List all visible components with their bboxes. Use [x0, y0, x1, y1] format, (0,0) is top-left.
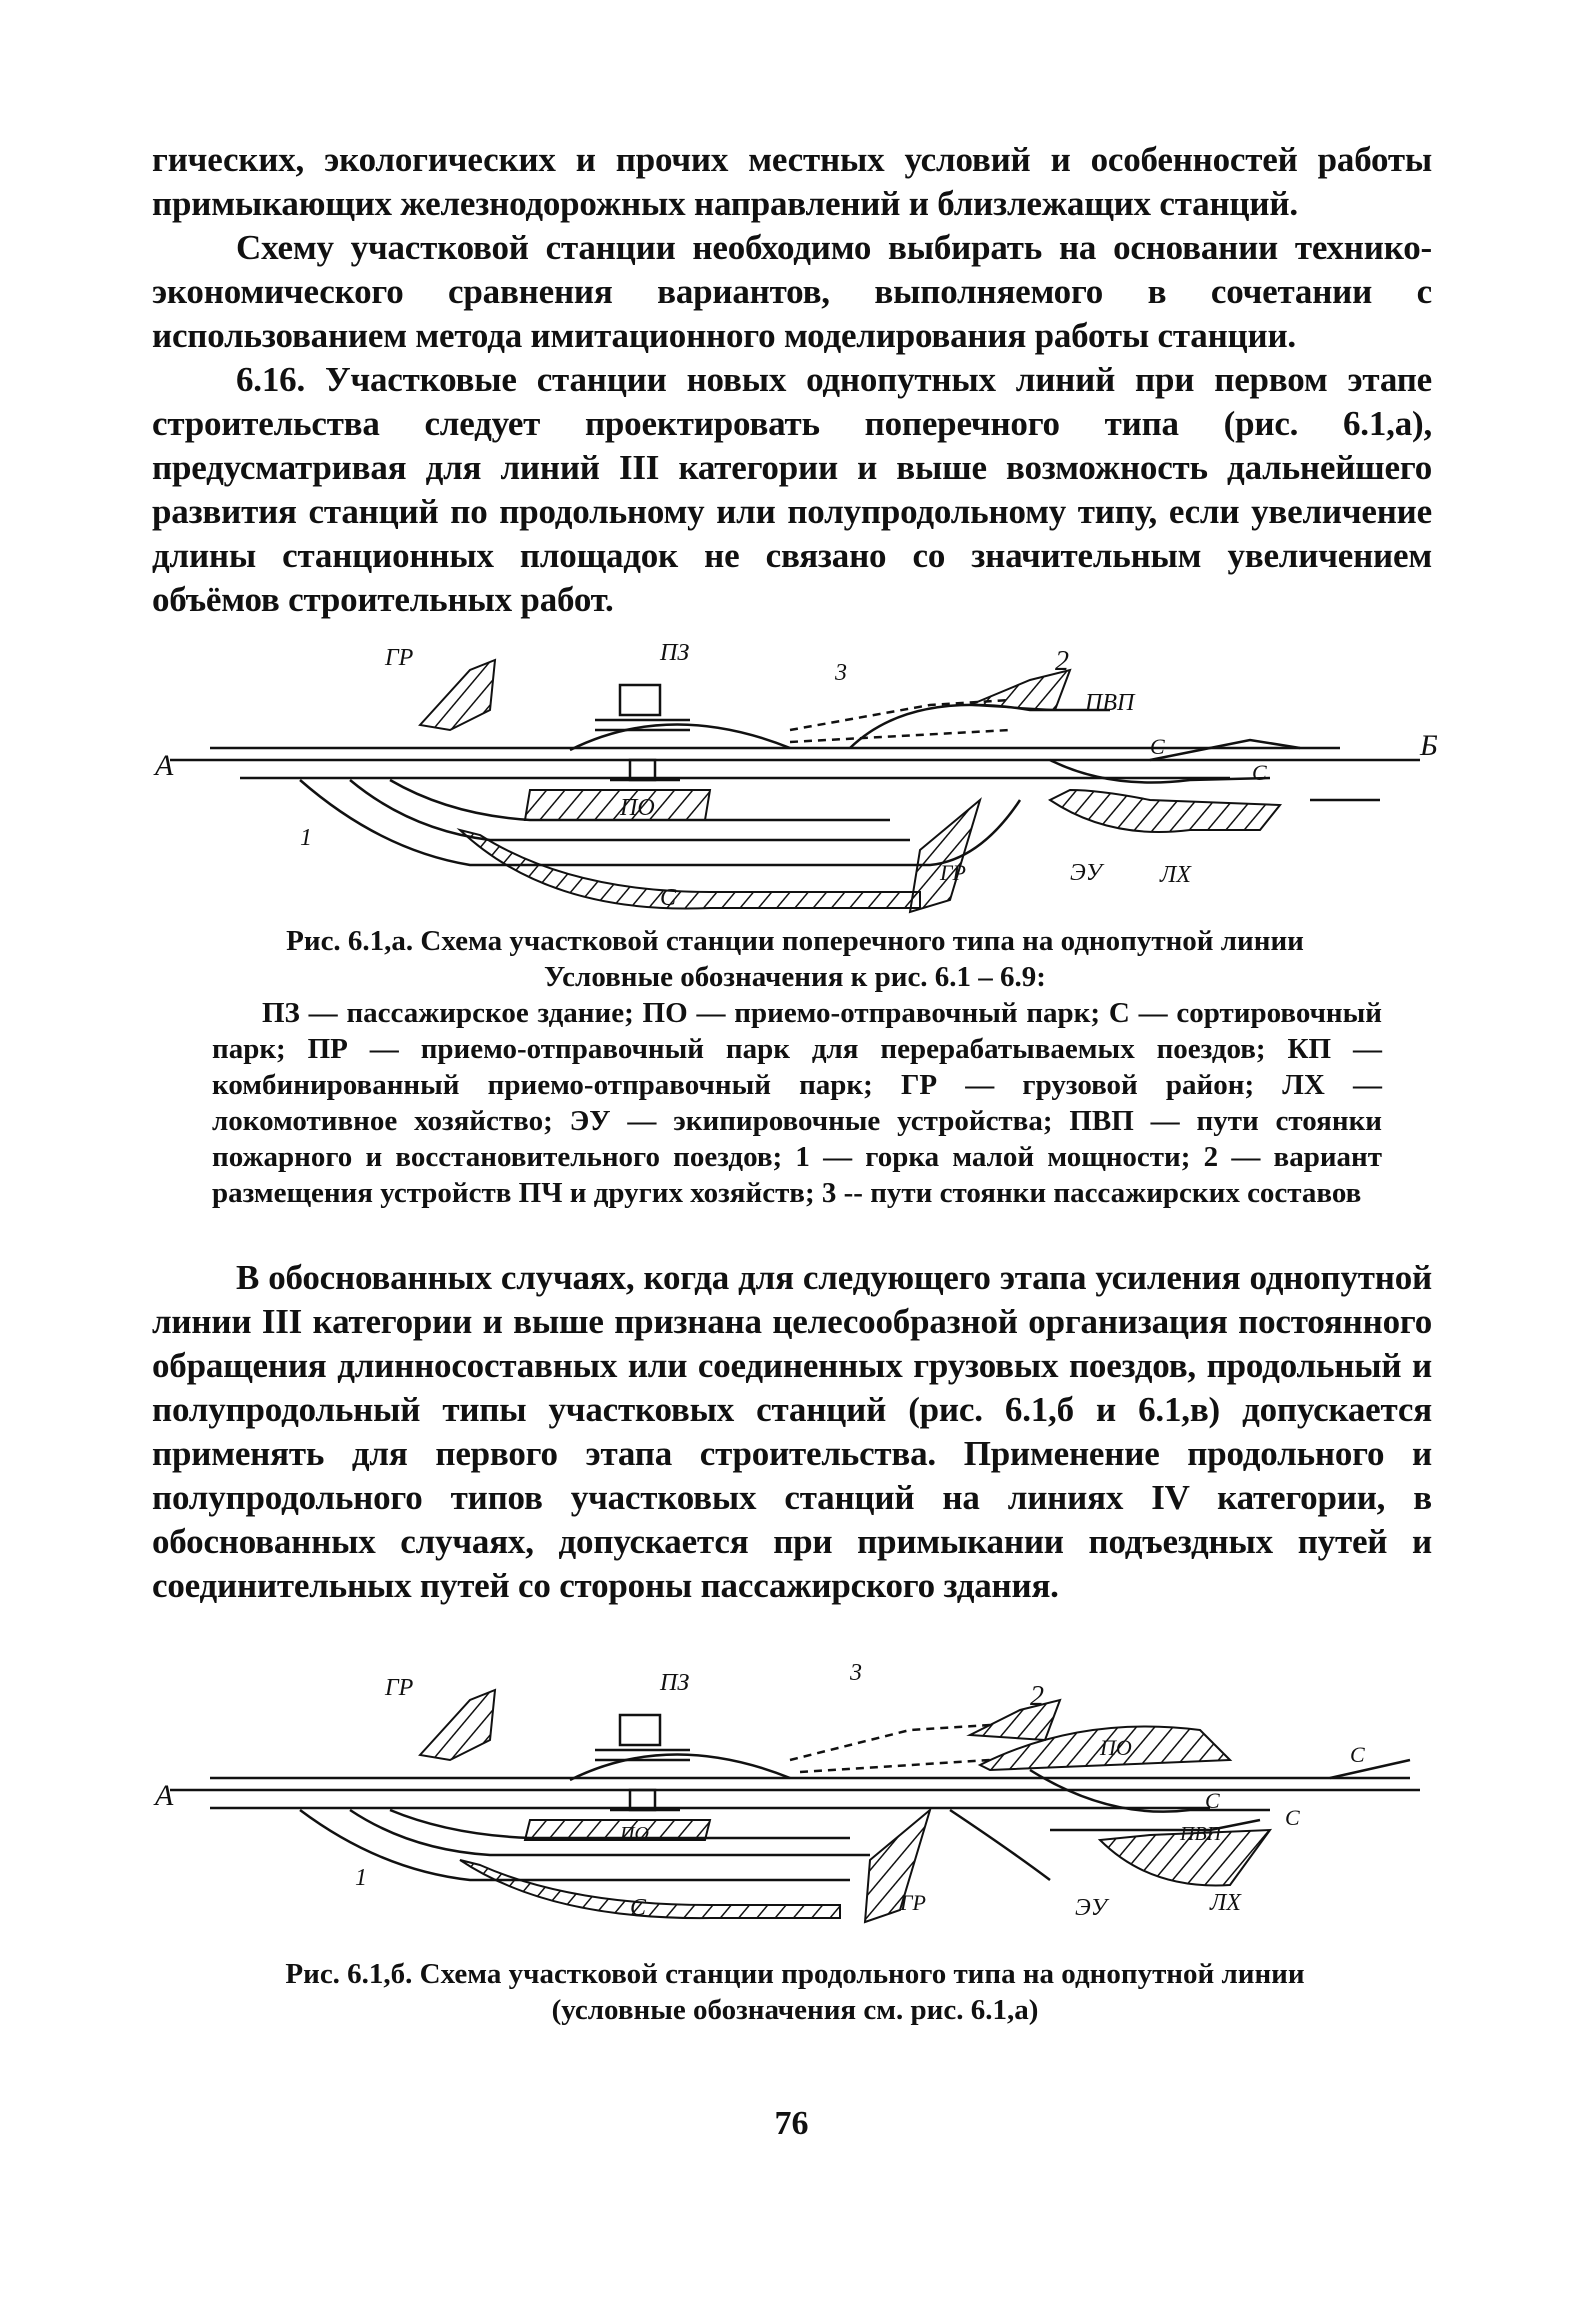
paragraph-1: гических, экологических и прочих местных условий и особенностей работы примыкающих железнодорожных направлений и близлежащих станций.: [152, 140, 1432, 223]
figure-b-station-diagram: [150, 1660, 1450, 1925]
label-1: 1: [355, 1865, 367, 1891]
label-pz: ПЗ: [660, 640, 690, 666]
label-c2: С: [1205, 1788, 1220, 1813]
paragraph-3: 6.16. Участковые станции новых однопутных линий при первом этапе строительства следует проектировать поперечного типа (рис. 6.1,а), предусматривая для линий III категории и выше возможность дальнейшего развития станций по продольному или полупродольному типу, если увеличение длины станционных площадок не связано со значительным увеличением объёмов строительных работ.: [152, 360, 1432, 619]
paragraph-4: В обоснованных случаях, когда для следующего этапа усиления однопутной линии III категории и выше признана целесообразной организация постоянного обращения длинносоставных или соединенных грузовых поездов, продольный и полупродольный типы участковых станций (рис. 6.1,б и 6.1,в) допускается применять для первого этапа строительства. Применение продольного и полупродольного типов участковых станций на линиях IV категории, в обоснованных случаях, допускается при примыкании подъездных путей и соединительных путей со стороны пассажирского здания.: [152, 1258, 1432, 1605]
label-lh: ЛХ: [1210, 1890, 1241, 1916]
figure-a-caption-sub: Условные обозначения к рис. 6.1 – 6.9:: [544, 961, 1046, 993]
label-lh: ЛХ: [1160, 862, 1191, 888]
label-c1: С: [1350, 1742, 1365, 1767]
label-c-end1: С: [1150, 734, 1165, 759]
label-c-park: С: [630, 1895, 647, 1921]
label-pvp: ПВП: [1085, 690, 1135, 716]
label-gr-bottom: ГР: [900, 1890, 926, 1915]
figure-a-legend: ПЗ — пассажирское здание; ПО — приемо-отправочный парк; С — сортировочный парк; ПР — приемо-отправочный парк для перерабатываемых поездов; КП — комбинированный приемо-отправочный парк; ГР — грузовой район; ЛХ — локомотивное хозяйство; ЭУ — экипировочные устройства; ПВП — пути стоянки пожарного и восстановительного поездов; 1 — горка малой мощности; 2 — вариант размещения устройств ПЧ и других хозяйств; 3 -- пути стоянки пассажирских составов: [212, 997, 1382, 1209]
label-3: 3: [835, 660, 847, 686]
figure-a-station-diagram: [150, 630, 1450, 915]
label-po: ПО: [620, 795, 655, 821]
label-a: А: [155, 1779, 174, 1812]
label-a: А: [155, 749, 174, 782]
figure-b-caption: Рис. 6.1,б. Схема участковой станции продольного типа на однопутной линии: [285, 1958, 1305, 1990]
label-c-end2: С: [1252, 760, 1267, 785]
label-c3: С: [1285, 1805, 1300, 1830]
label-po-top: ПО: [1100, 1735, 1132, 1760]
label-b: Б: [1420, 729, 1438, 762]
paragraph-2: Схему участковой станции необходимо выбирать на основании технико-экономического сравнения вариантов, выполняемого в сочетании с использованием метода имитационного моделирования работы станции.: [152, 228, 1432, 355]
label-gr-top: ГР: [385, 1675, 414, 1701]
label-gr-top: ГР: [385, 645, 414, 671]
label-2: 2: [1055, 646, 1069, 677]
page-number: 76: [774, 2105, 809, 2142]
label-eu: ЭУ: [1070, 860, 1102, 886]
label-po: ПО: [620, 1823, 649, 1845]
label-gr-bottom: ГР: [940, 860, 966, 885]
figure-a-caption: Рис. 6.1,а. Схема участковой станции поперечного типа на однопутной линии: [286, 925, 1304, 957]
label-pz: ПЗ: [660, 1670, 690, 1696]
figure-b-caption-sub: (условные обозначения см. рис. 6.1,а): [551, 1994, 1039, 2026]
label-2: 2: [1030, 1681, 1044, 1712]
label-c-park: С: [660, 885, 677, 911]
label-eu: ЭУ: [1075, 1895, 1107, 1921]
label-3: 3: [850, 1660, 862, 1686]
label-pvp: ПВП: [1180, 1823, 1222, 1845]
label-1: 1: [300, 825, 312, 851]
